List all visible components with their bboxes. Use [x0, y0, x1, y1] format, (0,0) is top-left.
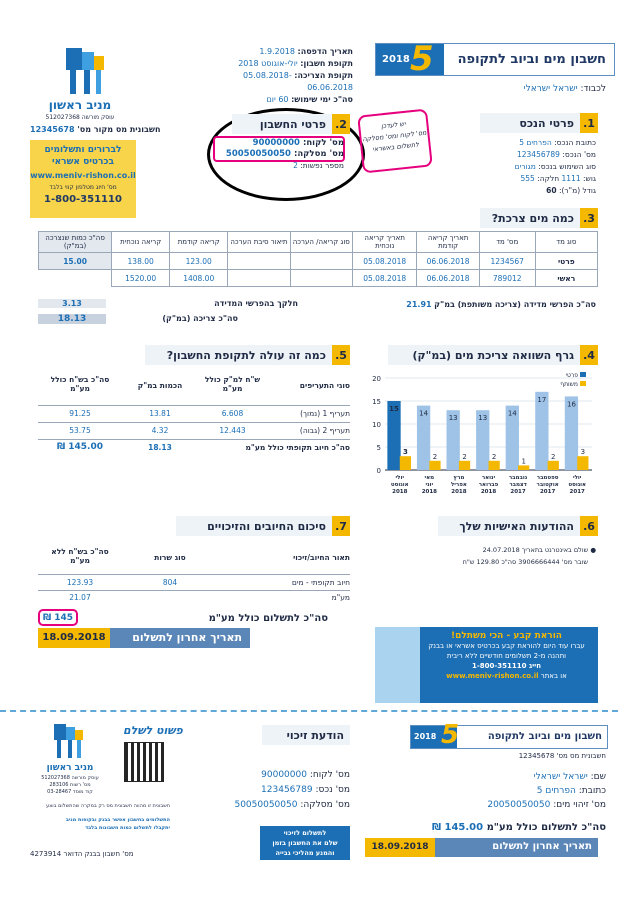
- charge-row2-amount: 21.07: [69, 593, 91, 602]
- bar-value-label: 14: [507, 409, 517, 418]
- stub-title-banner: [410, 720, 608, 750]
- address-value: הפרחים 5: [519, 138, 552, 147]
- x-tick-label: ינואר: [481, 475, 496, 481]
- col-meter-type: סוג מד: [535, 232, 597, 253]
- customer-number: 90000000: [252, 138, 300, 148]
- consumption-chart: [357, 370, 598, 500]
- days-value: 60 יום: [266, 95, 289, 104]
- bar: [489, 461, 500, 470]
- section6-header: [438, 516, 598, 536]
- block-label: גוש:: [583, 174, 596, 183]
- addressee-name: ישראל ישראלי: [523, 84, 578, 94]
- section7-header: [176, 516, 350, 536]
- y-tick-label: 20: [372, 375, 381, 383]
- x-tick-label: אוגוסט: [568, 482, 587, 488]
- account-number: 12345678: [30, 125, 75, 134]
- cell: 05.08.2018: [352, 253, 417, 270]
- cell: ראשי: [535, 270, 597, 287]
- reading-value: 05.08.2018-06.06.2018: [243, 71, 353, 92]
- bar: [548, 461, 559, 470]
- cell: 789012: [479, 270, 535, 287]
- section1-header: [480, 113, 598, 133]
- total-consumption-row: [38, 314, 238, 327]
- cell: 1234567: [479, 253, 535, 270]
- x-tick-label: ספטמבר: [536, 475, 559, 481]
- stub-addr: הפרחים 5: [536, 786, 576, 796]
- cell: 1408.00: [170, 270, 228, 287]
- clearing-label: מס' מסלקה:: [293, 149, 344, 159]
- cell: [228, 253, 290, 270]
- contact-phone-note: מס' חיוג מטלפון קווי בלבד: [49, 184, 117, 191]
- bar-value-label: 13: [448, 414, 458, 423]
- block-value: 1111: [561, 174, 581, 183]
- water-tower-icon: [50, 720, 90, 760]
- stub-sub1: עוסק מורשה 512027368: [41, 775, 99, 781]
- section5-title: כמה זה עולה לתקופת החשבון?: [166, 348, 326, 362]
- section6-title: ההודעות האישיות שלך: [459, 519, 574, 533]
- stub-logo: [50, 720, 90, 760]
- bar-value-label: 3: [580, 448, 586, 457]
- days-label: סה"כ ימי שימוש:: [291, 95, 353, 104]
- x-tick-label: פברואר: [478, 482, 499, 488]
- bar-value-label: 1: [521, 457, 526, 466]
- promo-line1: עברו עוד היום להוראת קבע בכרטיס אשראי או בבנק: [428, 642, 585, 650]
- credit-pay-label: מס' מסלקה:: [300, 800, 350, 810]
- x-tick-label: מאי: [424, 475, 435, 481]
- child-photo: [375, 627, 420, 703]
- x-tick-label: 2018: [480, 489, 497, 495]
- x-tick-label: 2018: [451, 489, 467, 495]
- cut-line: [0, 710, 618, 712]
- section4-title: גרף השוואה צריכת מים (במ"ק): [412, 348, 574, 362]
- table-row: [39, 253, 598, 270]
- section3-num: 3.: [580, 208, 598, 228]
- section5-header: [145, 345, 350, 365]
- company-name: מניב ראשון: [48, 98, 112, 112]
- note-line3: לתשלום באשראי: [372, 140, 420, 154]
- cell: 1520.00: [112, 270, 170, 287]
- contact-box: [30, 140, 136, 218]
- x-tick-label: יוני: [425, 482, 434, 488]
- bar-value-label: 17: [537, 395, 547, 404]
- legend-label-shared: משותף: [560, 381, 578, 388]
- credit-cust-label: מס' לקוח:: [309, 770, 350, 780]
- contact-reminder: לברורים ותשלומים בכרטיס אשראי: [44, 145, 122, 167]
- company-sub: עוסק מורשה 512027368: [45, 114, 115, 121]
- col-prev-read: קריאה קודמת: [170, 232, 228, 253]
- x-tick-label: 2018: [392, 489, 408, 495]
- size-value: 60: [546, 186, 557, 195]
- bar: [400, 456, 411, 470]
- cell: [290, 270, 352, 287]
- stub-name-label: שם:: [590, 772, 606, 782]
- stub-pay-value: 145.00 ₪: [431, 822, 484, 833]
- tariff-row2-qty: 4.32: [151, 426, 169, 435]
- col-curr-date: תאריך קריאה נוכחית: [352, 232, 417, 253]
- x-tick-label: 2017: [539, 489, 556, 495]
- x-tick-label: אוגוסט: [390, 482, 409, 488]
- stub-year: 2018: [414, 732, 437, 741]
- note-line1: יש לעדכן: [380, 119, 407, 131]
- share-row: [38, 299, 298, 312]
- account-label: חשבונית מס מקור מס': [77, 125, 161, 134]
- col-total-qty: סה"כ כמות שנצרכה (במ"ק): [39, 232, 112, 253]
- fine-print-3: יתקבלו לתשלום כמות חשבונות בלבד: [85, 825, 170, 831]
- cell: 138.00: [112, 253, 170, 270]
- section2-body: [219, 138, 344, 171]
- credit-cust: 90000000: [261, 770, 307, 780]
- section1-body: [466, 137, 596, 197]
- cell: 06.06.2018: [417, 253, 479, 270]
- period-value: יולי-אוגוסט 2018: [238, 59, 298, 68]
- tariff-row2-total: 53.75: [69, 426, 91, 435]
- usage-label: סוג השימוש בנכס:: [538, 162, 596, 171]
- section4-num: 4.: [580, 345, 598, 365]
- print-date: 1.9.2018: [259, 47, 295, 56]
- address-label: כתובת הנכס:: [554, 138, 596, 147]
- total-consumption-label: סה"כ צריכה (במ"ק): [162, 314, 238, 323]
- asset-label: מס' הנכס:: [562, 150, 596, 159]
- stub-due-value: 18.09.2018: [365, 838, 435, 857]
- stub-sub3: קוד מוסד 03-28467: [47, 789, 93, 795]
- bar: [459, 461, 470, 470]
- cell: [290, 253, 352, 270]
- header-five-icon: 5: [410, 39, 434, 79]
- handwritten-slogan: פשוט לשלם: [123, 724, 183, 737]
- stub-name: ישראל ישראלי: [533, 772, 588, 782]
- promo-title: הוראת קבע - הכי משתלם!: [450, 631, 562, 641]
- shared-label: סה"כ הפרשי מדידה (צריכה משותפת) במ"ק: [434, 300, 596, 309]
- tariff-total-label: סה"כ חיוב תקופתי כולל מע"מ: [245, 443, 350, 452]
- stub-account: חשבונית מס מס' 12345678: [518, 752, 606, 760]
- x-tick-label: יולי: [572, 475, 582, 481]
- bar-value-label: 15: [389, 405, 399, 413]
- x-tick-label: נובמבר: [508, 475, 528, 481]
- tariff-row2-type: תעריף 2 (גבוה): [299, 426, 350, 435]
- personal-messages: ● שולם באינטרנט בתאריך 24.07.2018 שובר מס' 3906666444 סה"כ 129.80 ש"ח: [462, 546, 596, 566]
- shared-consumption: [406, 300, 596, 309]
- fine-print-1: חשבונית זו מהווה חשבונית מס רק במקרה שהתשלום בוצע: [46, 803, 170, 809]
- credit-asset-label: מס' נכס:: [315, 785, 350, 795]
- bar-value-label: 2: [462, 452, 467, 461]
- section2-title: פרטי החשבון: [259, 117, 326, 131]
- charge-row1-desc: חיוב תקופתי - מים: [291, 578, 350, 587]
- account-line: [30, 125, 160, 134]
- y-tick-label: 0: [376, 467, 381, 475]
- legend-swatch-shared: [580, 381, 586, 386]
- header-title: חשבון מים וביוב לתקופה: [457, 52, 606, 67]
- tariff-col-total: סה"כ בש"ח כולל מע"מ: [50, 375, 110, 393]
- tariff-table: [38, 375, 350, 455]
- tariff-row1-total: 91.25: [69, 409, 91, 418]
- stub-company-sub: [40, 775, 100, 796]
- stub-five-icon: 5: [441, 720, 460, 750]
- col-est-reason: תיאור סיבת הערכה: [228, 232, 290, 253]
- credit-pay: 50050050050: [234, 800, 298, 810]
- cell: 05.08.2018: [352, 270, 417, 287]
- reading-label: תקופת הצריכה:: [294, 71, 353, 80]
- company-logo: [58, 42, 113, 97]
- charges-col-service: סוג שרות: [154, 553, 186, 562]
- credit-note1: לתשלום לזיכוי: [283, 829, 327, 837]
- credit-details: [200, 768, 350, 813]
- y-tick-label: 10: [372, 421, 381, 429]
- x-tick-label: 2017: [510, 489, 526, 495]
- promo-line2: ותהנה מ-2 תשלומים חודשיים ללא ריבית: [446, 652, 567, 660]
- charges-table: [38, 545, 350, 605]
- charge-row1-amount: 123.93: [66, 578, 94, 587]
- stub-bank-account: מס' חשבון בבנק הדואר 4273914: [30, 850, 134, 858]
- stub-details: [416, 770, 606, 812]
- x-tick-label: מרץ: [453, 475, 465, 481]
- tariff-col-qty: הכמות במ"ק: [137, 381, 183, 390]
- col-read-type: סוג קריאה/ הערכה: [290, 232, 352, 253]
- x-tick-label: 2018: [421, 489, 438, 495]
- section7-num: 7.: [332, 516, 350, 536]
- credit-title: הודעת זיכוי: [286, 728, 344, 742]
- stub-pay: [432, 822, 606, 833]
- share-value: 3.13: [38, 299, 106, 308]
- clearing-number: 50050050050: [225, 149, 291, 159]
- bar: [577, 456, 588, 470]
- due-date-bar: [38, 628, 250, 648]
- charges-col-amount: סה"כ בש"ח ללא מע"מ: [51, 547, 109, 565]
- col-meter-no: מס' מד: [479, 232, 535, 253]
- promo-line3: חייג 1-800-351110: [471, 662, 542, 670]
- contact-phone[interactable]: 1-800-351110: [44, 194, 122, 205]
- stub-id-label: מס' זיהוי מים:: [553, 800, 606, 810]
- persons-value: 2: [293, 161, 298, 170]
- message-1: שולם באינטרנט בתאריך 24.07.2018: [482, 546, 589, 554]
- size-label: גודל (מ"ר):: [558, 186, 596, 195]
- col-prev-date: תאריך קריאה קודמת: [417, 232, 479, 253]
- tariff-row1-price: 6.608: [221, 409, 244, 418]
- cell: 123.00: [170, 253, 228, 270]
- asset-value: 123456789: [516, 150, 560, 159]
- y-tick-label: 5: [376, 444, 381, 452]
- tariff-col-type: סוגי התעריפים: [299, 381, 350, 390]
- qr-code-icon: [124, 742, 164, 782]
- section6-num: 6.: [580, 516, 598, 536]
- shared-value: 21.91: [406, 300, 432, 309]
- message-2: שובר מס' 3906666444 סה"כ 129.80 ש"ח: [462, 558, 588, 566]
- addressee: [524, 84, 606, 94]
- bar-value-label: 16: [566, 400, 576, 409]
- credit-asset: 123456789: [261, 785, 313, 795]
- section2-header: [232, 114, 350, 134]
- promo-line4: או באתר: [540, 672, 567, 680]
- charge-row1-service: 804: [162, 578, 178, 587]
- parcel-value: 555: [520, 174, 535, 183]
- credit-note3: והמנע מהליכי גבייה: [275, 849, 335, 857]
- stub-id: 20050050050: [487, 800, 551, 810]
- bar-value-label: 3: [402, 448, 408, 457]
- period-label: תקופת חשבון:: [300, 59, 353, 68]
- credit-note2: שלם את החשבון בזמן: [272, 839, 338, 847]
- credit-note-box: [260, 826, 350, 860]
- credit-header: [262, 725, 350, 745]
- section2-num: 2.: [332, 114, 350, 134]
- tariff-row1-type: תעריף 1 (נמוך): [300, 409, 350, 418]
- x-tick-label: דצמבר: [509, 482, 527, 488]
- persons-label: מספר נפשות:: [300, 161, 344, 170]
- stub-company-name: מניב ראשון: [46, 763, 94, 773]
- tariff-row2-price: 12.443: [219, 426, 246, 435]
- share-label: חלקך בהפרשי המדידה: [214, 299, 298, 308]
- table-row: [39, 270, 598, 287]
- x-tick-label: אוקטובר: [536, 482, 559, 488]
- print-date-label: תאריך הדפסה:: [297, 47, 353, 56]
- bar: [518, 465, 529, 470]
- x-tick-label: אפריל: [450, 482, 467, 488]
- y-tick-label: 15: [372, 398, 381, 406]
- contact-url[interactable]: www.meniv-rishon.co.il: [30, 171, 136, 180]
- section3-header: [480, 208, 598, 228]
- bar-value-label: 14: [419, 409, 429, 418]
- section4-header: [388, 345, 598, 365]
- legend-swatch-private: [580, 372, 586, 377]
- customer-label: מס' לקוח:: [302, 138, 344, 148]
- section1-num: 1.: [580, 113, 598, 133]
- title-banner: [375, 39, 615, 79]
- fine-print-2: התשלומים בחשבון אפשר בבנק ובקופות מניב: [65, 817, 170, 823]
- tariff-col-price: ש"ח למ"ק כולל מע"מ: [204, 375, 261, 393]
- promo-banner[interactable]: [375, 627, 598, 703]
- promo-url[interactable]: www.meniv-rishon.co.il: [446, 672, 539, 680]
- tariff-total-qty: 18.13: [148, 443, 172, 452]
- addressee-label: לכבוד:: [580, 84, 606, 94]
- tariff-total-amount: 145.00 ₪: [56, 442, 103, 452]
- usage-value: מגורים: [514, 162, 536, 171]
- section5-num: 5.: [332, 345, 350, 365]
- total-consumption-value: 18.13: [38, 314, 106, 324]
- bar-value-label: 13: [478, 414, 488, 423]
- section7-title: סיכום החיובים והזיכויים: [207, 519, 326, 533]
- handwritten-note: [357, 109, 433, 174]
- charge-row2-desc: מע"מ: [331, 593, 350, 602]
- pay-total-label: סה"כ לתשלום כולל מע"מ: [208, 613, 328, 624]
- cell: [228, 270, 290, 287]
- due-date-value: 18.09.2018: [38, 628, 110, 648]
- x-tick-label: 2017: [569, 489, 585, 495]
- due-date-label: תאריך אחרון לתשלום: [132, 631, 242, 644]
- bar-value-label: 2: [432, 452, 438, 461]
- bar: [429, 461, 440, 470]
- stub-addr-label: כתובת:: [578, 786, 606, 796]
- bill-meta: [213, 46, 353, 106]
- cell: 15.00: [39, 253, 112, 270]
- pay-total-box: 145 ₪: [38, 609, 78, 626]
- stub-sub2: מס' רשות 283106: [49, 782, 91, 788]
- water-tower-icon: [58, 42, 113, 97]
- cell: 06.06.2018: [417, 270, 479, 287]
- parcel-label: חלקה:: [537, 174, 560, 183]
- consumption-table: [38, 231, 598, 287]
- stub-due-label: תאריך אחרון לתשלום: [492, 841, 592, 852]
- stub-due-bar: [365, 838, 598, 857]
- stub-title: חשבון מים וביוב לתקופה: [487, 731, 602, 742]
- legend-label-private: פרטי: [565, 372, 578, 379]
- x-tick-label: יולי: [395, 475, 405, 481]
- col-curr-read: קריאה נוכחית: [112, 232, 170, 253]
- bar-value-label: 2: [551, 452, 556, 461]
- stub-fine-print: [30, 802, 170, 832]
- cell: פרטי: [535, 253, 597, 270]
- section1-title: פרטי הנכס: [519, 116, 574, 130]
- charges-col-desc: תאור החיוב/זיכוי: [293, 553, 350, 562]
- section3-title: כמה מים צרכת?: [491, 211, 574, 225]
- header-year: 2018: [382, 54, 410, 65]
- note-line2: מס' לקוח ומס' מסלקה: [362, 128, 427, 144]
- stub-pay-label: סה"כ לתשלום כולל מע"מ: [486, 822, 606, 833]
- tariff-row1-qty: 13.81: [149, 409, 171, 418]
- bar-value-label: 2: [491, 452, 497, 461]
